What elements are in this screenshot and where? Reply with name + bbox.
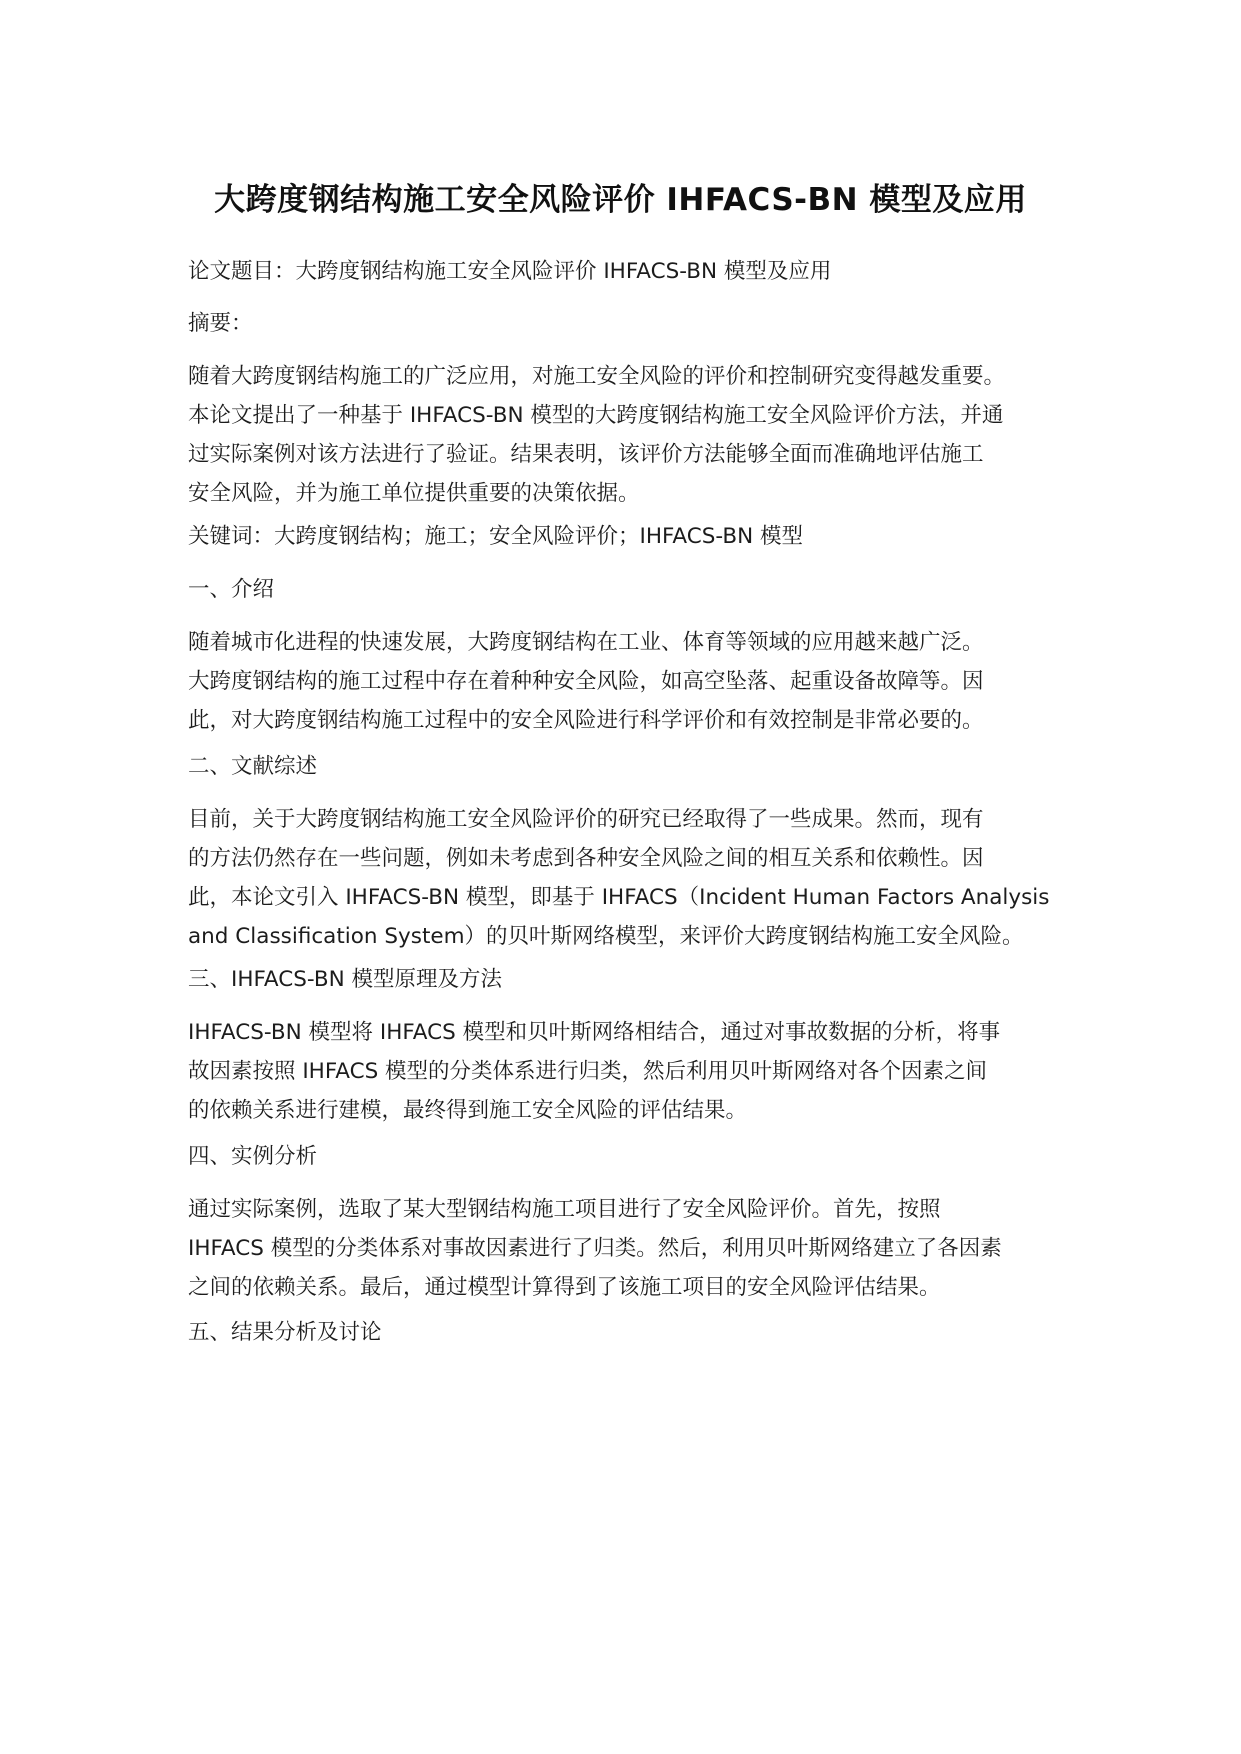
abstract-label — [188, 304, 1068, 343]
section-paragraph — [188, 1190, 1068, 1307]
section-heading — [188, 747, 1068, 786]
paragraph-line: 大跨度钢结构的施工过程中存在着种种安全风险，如高空坠落、起重设备故障等。因 — [188, 669, 984, 694]
thesis-topic-text: 论文题目：大跨度钢结构施工安全风险评价 IHFACS-BN 模型及应用 — [188, 259, 832, 284]
paragraph-line: 通过实际案例，选取了某大型钢结构施工项目进行了安全风险评价。首先，按照 — [188, 1197, 941, 1222]
section-heading — [188, 570, 1068, 609]
document-title: 大跨度钢结构施工安全风险评价 IHFACS-BN 模型及应用 — [214, 182, 1027, 218]
keywords — [188, 517, 1068, 556]
section-heading — [188, 1137, 1068, 1176]
paragraph-line: 的方法仍然存在一些问题，例如未考虑到各种安全风险之间的相互关系和依赖性。因 — [188, 846, 984, 871]
section-heading-text: 二、文献综述 — [188, 754, 318, 779]
abstract-label-text: 摘要： — [188, 311, 253, 336]
keywords-text: 关键词：大跨度钢结构；施工；安全风险评价；IHFACS-BN 模型 — [188, 524, 804, 549]
paragraph-line: 随着城市化进程的快速发展，大跨度钢结构在工业、体育等领域的应用越来越广泛。 — [188, 630, 984, 655]
section-paragraph — [188, 623, 1068, 740]
section-heading-text: 一、介绍 — [188, 577, 275, 602]
paragraph-line: 随着大跨度钢结构施工的广泛应用，对施工安全风险的评价和控制研究变得越发重要。 — [188, 364, 1006, 389]
section-heading-text: 五、结果分析及讨论 — [188, 1320, 382, 1345]
section-heading — [188, 960, 1068, 999]
paragraph-line: 故因素按照 IHFACS 模型的分类体系进行归类，然后利用贝叶斯网络对各个因素之间 — [188, 1059, 988, 1084]
section-paragraph — [188, 800, 1068, 956]
thesis-topic — [188, 252, 1068, 291]
section-heading — [188, 1313, 1068, 1352]
paragraph-line: IHFACS-BN 模型将 IHFACS 模型和贝叶斯网络相结合，通过对事故数据的分析，将事 — [188, 1020, 1001, 1045]
paragraph-line: and Classification System）的贝叶斯网络模型，来评价大跨度钢结构施工安全风险。 — [188, 924, 1024, 949]
paragraph-line: 安全风险，并为施工单位提供重要的决策依据。 — [188, 481, 640, 506]
section-paragraph — [188, 1013, 1068, 1130]
paragraph-line: 此，本论文引入 IHFACS-BN 模型，即基于 IHFACS（Incident Human Factors Analysis — [188, 885, 1050, 910]
paragraph-line: IHFACS 模型的分类体系对事故因素进行了归类。然后，利用贝叶斯网络建立了各因素 — [188, 1236, 1002, 1261]
paragraph-line: 目前，关于大跨度钢结构施工安全风险评价的研究已经取得了一些成果。然而，现有 — [188, 807, 984, 832]
paragraph-line: 之间的依赖关系。最后，通过模型计算得到了该施工项目的安全风险评估结果。 — [188, 1275, 941, 1300]
paragraph-line: 此，对大跨度钢结构施工过程中的安全风险进行科学评价和有效控制是非常必要的。 — [188, 708, 984, 733]
section-heading-text: 三、IHFACS-BN 模型原理及方法 — [188, 967, 503, 992]
paragraph-line: 本论文提出了一种基于 IHFACS-BN 模型的大跨度钢结构施工安全风险评价方法，并通 — [188, 403, 1004, 428]
section-heading-text: 四、实例分析 — [188, 1144, 318, 1169]
paragraph-line: 过实际案例对该方法进行了验证。结果表明，该评价方法能够全面而准确地评估施工 — [188, 442, 984, 467]
abstract-paragraph — [188, 357, 1068, 513]
paragraph-line: 的依赖关系进行建模，最终得到施工安全风险的评估结果。 — [188, 1098, 748, 1123]
